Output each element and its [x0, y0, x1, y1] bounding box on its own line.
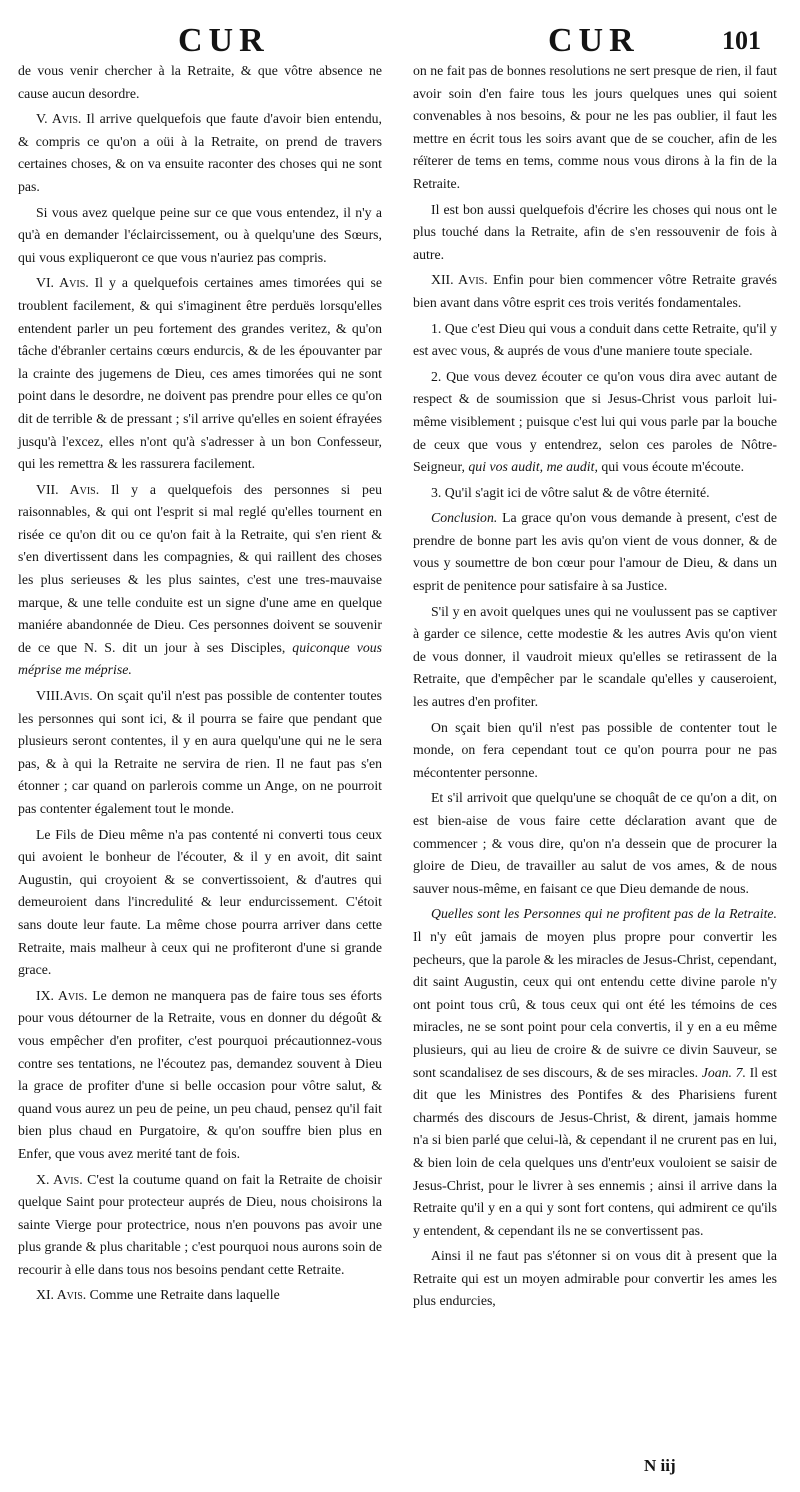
paragraph-text: S'il y en avoit quelques unes qui ne voulussent pas se captiver à garder ce silence, cette modestie & les autres Avis qu'on vient de vous donner, il vaudroit mieux qu'elles se retirassent de la Retraite, que d'empêcher par le scandale qu'elles y causeroient, les autres d'en profiter. — [413, 603, 777, 710]
page-number: 101 — [722, 26, 761, 55]
avis-label: VI. Avis. — [36, 275, 89, 291]
avis-label: VIII.Avis. — [36, 688, 93, 704]
running-head-right: CUR — [548, 22, 640, 59]
right-column-paragraph — [413, 366, 777, 479]
paragraph-text: on ne fait pas de bonnes resolutions ne sert presque de rien, il faut avoir soin d'en faire tous les jours quelques unes qui soient convenables à nos besoins, & pour ne les pas oublier, il faut les mettre en écrit tous les soirs avant que de se coucher, afin de les réïterer de tems en tems, comme nous vous dirons à la fin de la Retraite. — [413, 63, 777, 191]
left-column-paragraph — [18, 1284, 382, 1307]
left-column-paragraph — [18, 479, 382, 682]
paragraph-text: Si vous avez quelque peine sur ce que vous entendez, il n'y a qu'à en demander l'éclaircissement, ou à quelqu'une des Sœurs, qui vous expliqueront ce que vous n'auriez pas compris. — [18, 204, 382, 265]
avis-label: VII. Avis. — [36, 481, 100, 497]
paragraph-text: Le Fils de Dieu même n'a pas contenté ni converti tous ceux qui avoient le bonheur de l'écouter, & il y en avoit, dit saint Augustin, qui croyoient & se convertissoient, & d'autres qui demeuroient dans l'incredulité & leur endurcissement. C'étoit sans doute leur faute. La même chose pourra arriver dans cette Retraite, mais malheur à ceux qui ne profiteront d'une si grande grace. — [18, 826, 382, 978]
right-column-paragraph — [413, 318, 777, 363]
paragraph-text: Il n'y eût jamais de moyen plus propre pour convertir les pecheurs, que la parole & les miracles de Jesus-Christ, cependant, dit saint Augustin, ceux qui ont entendu cette divine parole n'y ont point tous crû, & tous ceux qui ont été les témoins de ces miracles, ne se sont point pour cela convertis, il y en a eu même plusieurs, qui au lieu de croire & de suivre ce divin Sauveur, se sont scandalisez de ses discours, & de ses miracles. — [413, 928, 777, 1080]
paragraph-text: Il y a quelquefois des personnes si peu raisonnables, & qui ont l'esprit si mal reglé qu'elles tournent en risée ce qu'on dit ou ce qu'on fait à la Retraite, qui s'en rient & s'en divertissent dans les compagnies, & qui raillent des choses les plus serieuses & les plus saintes, c'est une tres-mauvaise marque, & une telle conduite est un signe d'une ame en quelque maniére abandonnée de Dieu. Ces personnes doivent se souvenir de ce que N. S. dit un jour à ses Disciples, — [18, 481, 382, 655]
right-column-paragraph — [413, 482, 777, 505]
avis-label: X. Avis. — [36, 1171, 83, 1187]
paragraph-text: Enfin pour bien commencer vôtre Retraite gravés bien avant dans vôtre esprit ces trois verités fondamentales. — [413, 272, 777, 310]
right-column-paragraph — [413, 717, 777, 785]
section-heading: Conclusion. — [431, 510, 498, 526]
paragraph-text: Le demon ne manquera pas de faire tous ses éforts pour vous détourner de la Retraite, vous en donner du dégoût & vous empêcher d'en profiter, c'est pourquoi précautionnez-vous contre ses tentations, ne l'écoutez pas, demandez souvent à Dieu la grace de profiter d'une si belle occasion pour vôtre salut, & quand vous aurez un peu de peine, un peu chaud, pensez qu'il fait bien plus chaud en Purgatoire, & qu'on souffre bien plus en Enfer, que vous avez merité tant de fois. — [18, 987, 382, 1161]
left-column-paragraph — [18, 824, 382, 982]
avis-label: IX. Avis. — [36, 987, 88, 1003]
paragraph-text: On sçait bien qu'il n'est pas possible de contenter tout le monde, on fera cependant tout ce qu'on pourra pour ne pas mécontenter personne. — [413, 719, 777, 780]
right-column-paragraph — [413, 903, 777, 1242]
avis-label: V. Avis. — [36, 111, 82, 127]
running-head-left: CUR — [178, 22, 270, 59]
paragraph-text: Comme une Retraite dans laquelle — [86, 1287, 280, 1303]
italic-quote: qui vos audit, me audit, — [468, 459, 598, 475]
left-column-paragraph — [18, 685, 382, 821]
paragraph-text: Et s'il arrivoit que quelqu'une se choquât de ce qu'on a dit, on est bien-aise de vous faire cette déclaration avant que de commencer ; & vous dire, qu'on n'a dessein que de procurer la gloire de Dieu, de travailler au salut de vos ames, & de nous sauver nous-même, en faisant ce que Dieu demande de nous. — [413, 790, 777, 896]
paragraph-text: La grace qu'on vous demande à present, c'est de prendre de bonne part les avis qu'on vient de vous donner, & de vous y soumettre de bon cœur pour l'amour de Dieu, & dans un esprit de penitence pour satisfaire à sa Justice. — [413, 510, 777, 594]
paragraph-text: 2. Que vous devez écouter ce qu'on vous dira avec autant de respect & de soumission que si Jesus-Christ vous parloit lui-même visiblement ; puisque c'est lui qui vous parle par la bouche de ceux que vous y entendrez, selon ces paroles de Nôtre-Seigneur, — [413, 368, 777, 475]
left-column-paragraph — [18, 202, 382, 270]
paragraph-text: Il arrive quelquefois que faute d'avoir bien entendu, & compris ce qu'on a oüi à la Retraite, on prend de travers certaines choses, & on va ensuite raconter des choses qui ne sont pas. — [18, 111, 382, 194]
left-column-paragraph — [18, 108, 382, 198]
avis-label: XI. Avis. — [36, 1287, 87, 1303]
right-column-paragraph — [413, 1245, 777, 1313]
paragraph-text: On sçait qu'il n'est pas possible de contenter toutes les personnes qui sont ici, & il pourra se faire que pendant que plusieurs seront contentes, il y en aura quelqu'une qui ne le sera pas, & à qui la Retraite ne servira de rien. Il ne faut pas s'en étonner ; car quand on parlerois comme un Ange, on ne pourroit pas contenter également tout le monde. — [18, 688, 382, 816]
right-column-paragraph — [413, 787, 777, 900]
italic-quote: Joan. 7. — [701, 1064, 746, 1080]
signature-mark: N iij — [644, 1456, 676, 1475]
right-column-paragraph — [413, 269, 777, 314]
paragraph-text: 1. Que c'est Dieu qui vous a conduit dans cette Retraite, qu'il y est avec vous, & auprés de vous d'une maniere toute speciale. — [413, 320, 777, 359]
right-column-paragraph — [413, 601, 777, 714]
right-column-paragraph — [413, 199, 777, 267]
right-column-paragraph — [413, 60, 777, 196]
left-column — [18, 60, 382, 1307]
paragraph-text: qui vous écoute m'écoute. — [597, 459, 745, 475]
left-column-paragraph — [18, 1169, 382, 1282]
paragraph-text: de vous venir chercher à la Retraite, & que vôtre absence ne cause aucun desordre. — [18, 63, 382, 101]
paragraph-text: C'est la coutume quand on fait la Retraite de choisir quelque Saint pour protecteur auprés de Dieu, nous choisirons la sainte Vierge pour protectrice, nous n'en pouvons pas avoir une plus grande & plus charitable ; c'est pourquoi nous aurons soin de recourir à elle dans tous nos besoins pendant cette Retraite. — [18, 1171, 382, 1277]
left-column-paragraph — [18, 60, 382, 105]
right-column — [413, 60, 777, 1313]
right-column-paragraph — [413, 507, 777, 597]
italic-quote: quiconque vous méprise me méprise. — [18, 639, 382, 678]
avis-label: XII. Avis. — [431, 272, 488, 288]
paragraph-text: Il est dit que les Ministres des Pontifes & des Pharisiens furent charmés des discours de Jesus-Christ, & dirent, jamais homme n'a si bien parlé que celui-là, & cependant il ne crurent pas en lui, & bien loin de cela quelques uns d'entr'eux vouloient se saisir de Jesus-Christ, pour le livrer à ses ennemis ; ainsi il arrive dans la Retraite qu'il y en a qui y sont fort contens, qui admirent ce qu'ils y entendent, & cependant ils ne se convertissent pas. — [413, 1064, 778, 1238]
section-heading: Quelles sont les Personnes qui ne profitent pas de la Retraite. — [431, 906, 777, 922]
paragraph-text: Il y a quelquefois certaines ames timorées qui se troublent facilement, & qui s'imaginent être perduës lorsqu'elles entendent parler un peu fortement des grandes veritez, & qu'on tâche d'ébranler certains cœurs endurcis, & de les épouvanter par la crainte des jugemens de Dieu, ces ames timorées qui ne sont point dans le desordre, ne doivent pas prendre pour elles ce qu'on dit de terrible & de pressant ; s'il arrive qu'elles en soient éfrayées jusqu'à l'excez, elles n'ont qu'à s'adresser à un bon Confesseur, qui les remettra & les rassurera facilement. — [18, 275, 382, 472]
paragraph-text: Ainsi il ne faut pas s'étonner si on vous dit à present que la Retraite qui est un moyen admirable pour convertir les ames les plus endurcies, — [413, 1248, 777, 1309]
left-column-paragraph — [18, 985, 382, 1166]
left-column-paragraph — [18, 272, 382, 475]
paragraph-text: Il est bon aussi quelquefois d'écrire les choses qui nous ont le plus touché dans la Retraite, afin de s'en ressouvenir de fois à autre. — [413, 201, 777, 262]
paragraph-text: 3. Qu'il s'agit ici de vôtre salut & de vôtre éternité. — [431, 484, 710, 500]
